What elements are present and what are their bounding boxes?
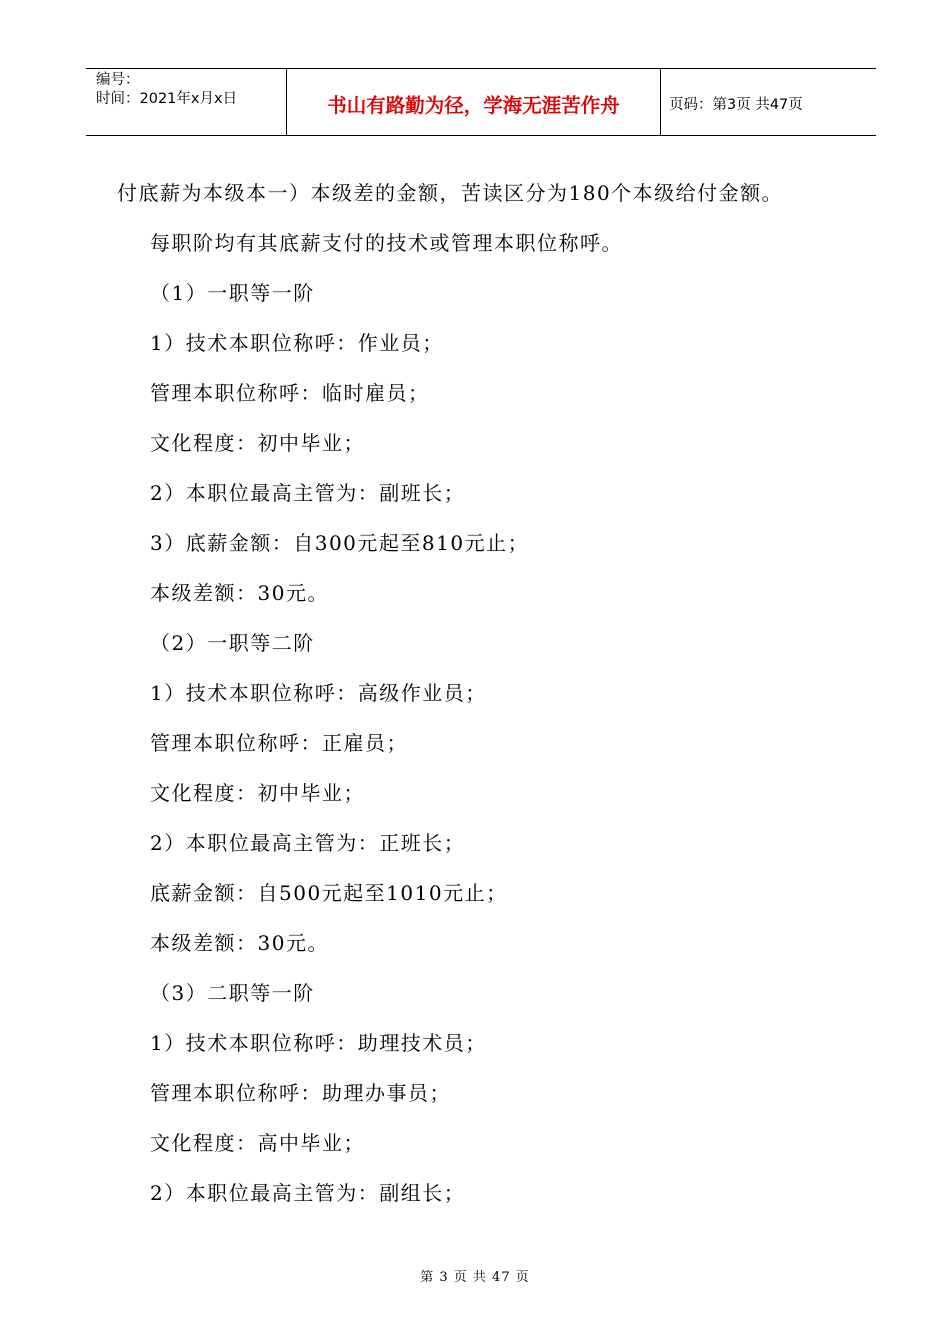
page-footer (0, 1266, 950, 1285)
paragraph-line: 管理本职位称呼：正雇员； (150, 731, 408, 755)
header-motto-cell (287, 69, 661, 135)
paragraph-line: 底薪金额：自500元起至1010元止； (150, 881, 508, 905)
section-heading: （3）二职等一阶 (150, 981, 315, 1005)
paragraph-line: 2）本职位最高主管为：正班长； (150, 831, 466, 855)
paragraph-line: 管理本职位称呼：助理办事员； (150, 1081, 451, 1105)
paragraph-line: 本级差额：30元。 (150, 931, 329, 955)
paragraph-line: 1）技术本职位称呼：高级作业员； (150, 681, 487, 705)
serial-number-label: 编号： (96, 72, 140, 88)
footer-page-number: 第 3 页 共 47 页 (420, 1270, 530, 1285)
paragraph-line: 管理本职位称呼：临时雇员； (150, 381, 430, 405)
paragraph-line: 付底薪为本级本一）本级差的金额，苦读区分为180个本级给付金额。 (117, 181, 784, 205)
section-heading: （1）一职等一阶 (150, 281, 315, 305)
page-number-label: 页码：第3页 共47页 (669, 96, 803, 113)
paragraph-line: 文化程度：初中毕业； (150, 431, 365, 455)
paragraph-line: 2）本职位最高主管为：副组长； (150, 1181, 466, 1205)
paragraph-line: 1）技术本职位称呼：作业员； (150, 331, 444, 355)
document-header (86, 68, 876, 136)
paragraph-line: 本级差额：30元。 (150, 581, 329, 605)
paragraph-line: 文化程度：初中毕业； (150, 781, 365, 805)
time-label: 时间：2021年x月x日 (96, 91, 238, 107)
header-meta-cell (86, 69, 287, 135)
paragraph-line: 1）技术本职位称呼：助理技术员； (150, 1031, 487, 1055)
paragraph-line: 文化程度：高中毕业； (150, 1131, 365, 1155)
header-page-cell (661, 69, 876, 135)
section-heading: （2）一职等二阶 (150, 631, 315, 655)
paragraph-line: 2）本职位最高主管为：副班长； (150, 481, 466, 505)
paragraph-line: 3）底薪金额：自300元起至810元止； (150, 531, 530, 555)
motto-text: 书山有路勤为径，学海无涯苦作舟 (327, 94, 620, 117)
paragraph-line: 每职阶均有其底薪支付的技术或管理本职位称呼。 (150, 231, 623, 255)
